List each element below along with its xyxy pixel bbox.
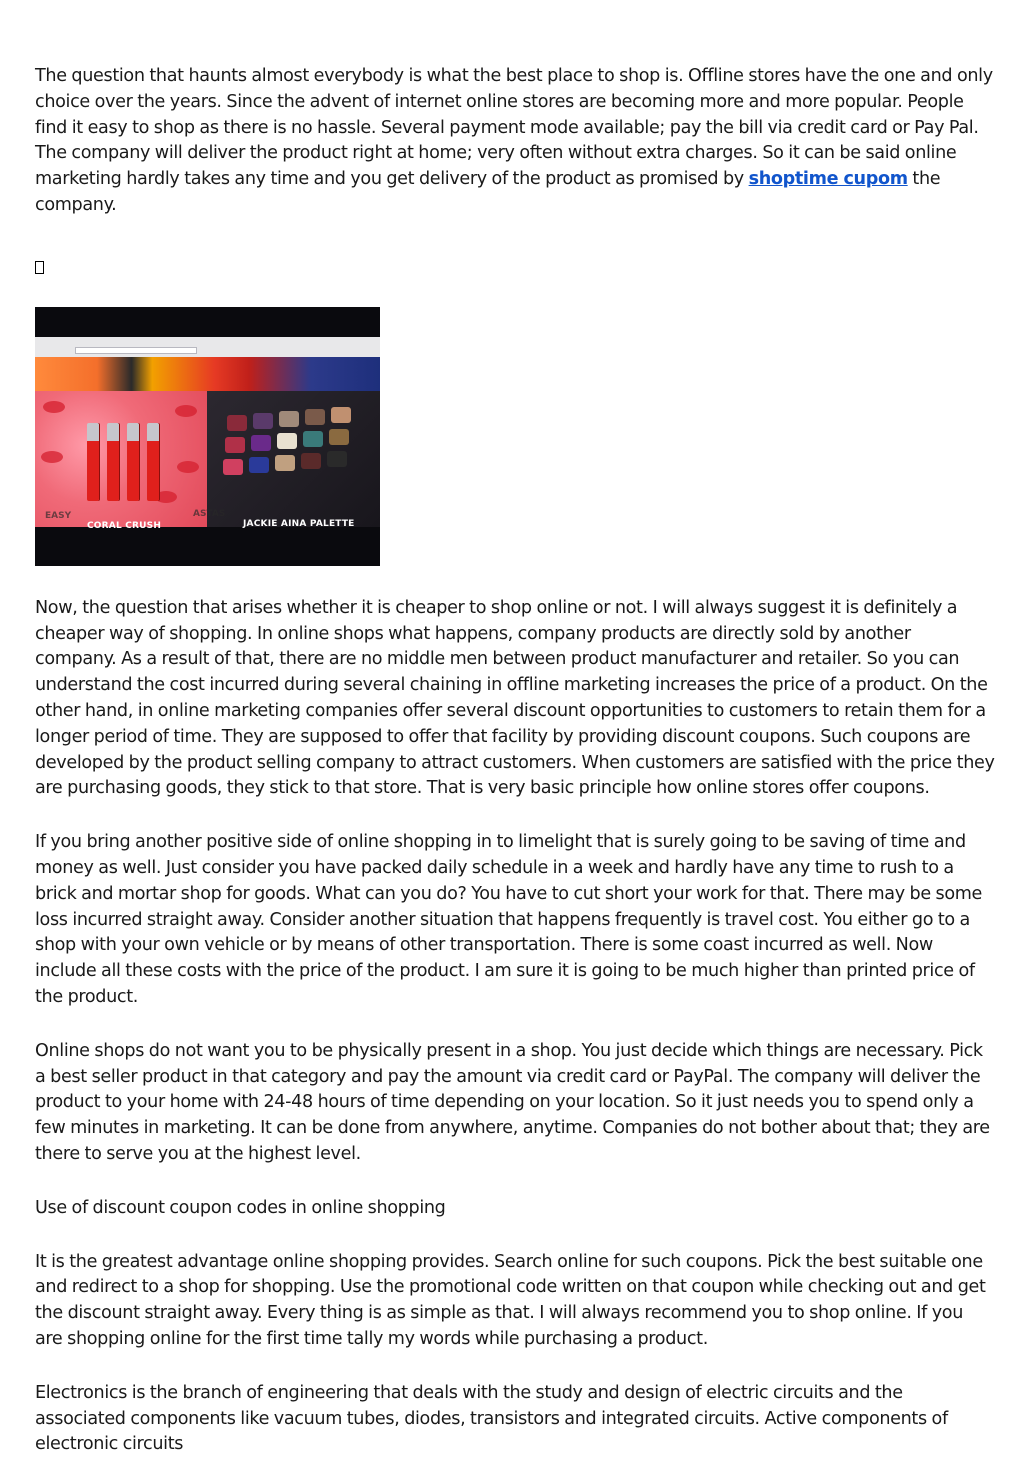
paragraph-cheaper: Now, the question that arises whether it is cheaper to shop online or not. I will always suggest it is definitely a cheaper way of shopping. In online shops what happens, company products are directly sold by another company. As a result of that, there are no middle men between product manufacturer and retailer. So you can understand the cost incurred during several chaining in offline marketing increases the price of a product. On the other hand, in online marketing companies offer several discount opportunities to customers to retain them for a longer period of time. They are supposed to offer that facility by providing discount coupons. Such coupons are developed by the product selling company to attract customers. When customers are satisfied with the price they are purchasing goods, they stick to that store. That is very basic principle how online stores offer coupons. — [35, 597, 995, 799]
paragraph-intro-tail: the company. — [35, 169, 941, 215]
caption-coral-crush: CORAL CRUSH — [87, 520, 162, 531]
browser-address-bar — [75, 347, 197, 354]
paragraph-electronics: Electronics is the branch of engineering that deals with the study and design of electric circuits and the associated components like vacuum tubes, diodes, transistors and integrated circuits. Active components of electronic circuits — [35, 1382, 948, 1455]
paragraph-physical-presence: Online shops do not want you to be physically present in a shop. You just decide which things are necessary. Pick a best seller product in that category and pay the amount via credit card or PayPal. The company will deliver the product to your home with 24-48 hours of time depending on your location. So it just needs you to spend only a few minutes in marketing. It can be done from anywhere, anytime. Companies do not bother about that; they are there to serve you at the highest level. — [35, 1040, 990, 1164]
image-overlay-text-left: EASY — [45, 510, 72, 521]
shoptime-cupom-link[interactable]: shoptime cupom — [748, 169, 908, 190]
paragraph-time-money: If you bring another positive side of online shopping in to limelight that is surely going to be saving of time and money as well. Just consider you have packed daily schedule in a week and hardly have any time to rush to a brick and mortar shop for goods. What can you do? You have to cut short your work for that. There may be some loss incurred straight away. Consider another situation that happens frequently is travel cost. You either go to a shop with your own vehicle or by means of other transportation. There is some coast incurred as well. Now include all these costs with the price of the product. I am sure it is going to be much higher than printed price of the product. — [35, 832, 983, 1007]
paragraph-intro-text: The question that haunts almost everybody is what the best place to shop is. Offline stores have the one and only choice over the years. Since the advent of internet online stores are becoming more and more popular. People find it easy to shop as there is no hassle. Several payment mode available; pay the bill via credit card or Pay Pal. The company will deliver the product right at home; very often without extra charges. So it can be said online marketing hardly takes any time and you get delivery of the product as promised by — [35, 66, 993, 190]
missing-glyph-icon — [35, 259, 995, 285]
eyeshadow-palette-photo — [207, 391, 380, 527]
paragraph-coupon-heading: Use of discount coupon codes in online shopping — [35, 1197, 446, 1218]
article-image — [35, 307, 380, 566]
image-overlay-text-mid: ASTAS — [193, 508, 226, 519]
paragraph-greatest-advantage: It is the greatest advantage online shopping provides. Search online for such coupons. Pick the best suitable one and redirect to a shop for shopping. Use the promotional code written on that coupon while checking out and get the discount straight away. Every thing is as simple as that. I will always recommend you to shop online. If you are shopping online for the first time tally my words while purchasing a product. — [35, 1251, 986, 1349]
product-banner — [35, 357, 380, 391]
paragraph-intro — [35, 64, 995, 219]
article-body — [35, 64, 995, 1458]
caption-jackie-aina-palette: JACKIE AINA PALETTE — [243, 518, 355, 529]
lipstick-photo — [35, 391, 207, 527]
image-letterbox — [35, 537, 380, 566]
